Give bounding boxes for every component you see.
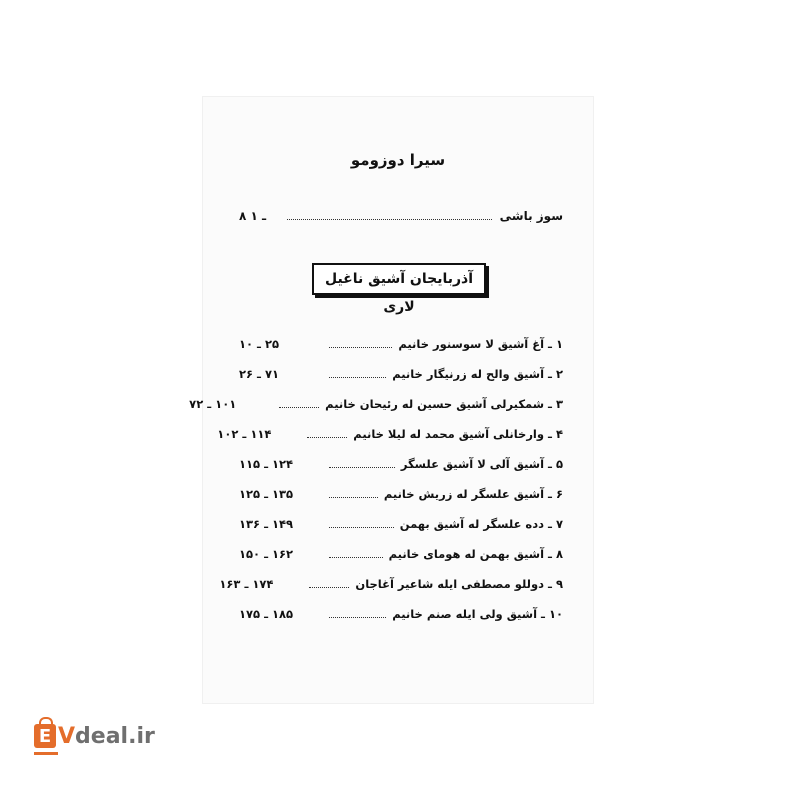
toc-row (239, 457, 563, 487)
watermark-brand (58, 724, 155, 749)
leader-dots (329, 339, 392, 348)
book-page (189, 97, 593, 703)
toc-row (239, 547, 563, 577)
toc-row (219, 577, 563, 607)
page-title: سیرا دوزومو (350, 151, 446, 169)
toc-pages: ۱۴۹ ـ ۱۳۶ (239, 517, 294, 531)
table-of-contents (189, 337, 563, 637)
toc-title: ۶ ـ آشیق علسگر له زریش خانیم (383, 487, 563, 501)
logo-underline (34, 752, 58, 755)
toc-title: ۷ ـ دده علسگر له آشیق بهمن (399, 517, 563, 531)
toc-row (217, 427, 563, 457)
toc-pages: ۱۲۴ ـ ۱۱۵ (239, 457, 294, 471)
toc-pages: ۱۳۵ ـ ۱۲۵ (239, 487, 294, 501)
intro-entry (239, 209, 563, 229)
toc-pages: ۱۷۴ ـ ۱۶۳ (219, 577, 274, 591)
toc-title: ۱۰ ـ آشیق ولی ایله صنم خانیم (392, 607, 563, 621)
toc-row (239, 517, 563, 547)
toc-title: ۴ ـ وارخانلی آشیق محمد له لیلا خانیم (353, 427, 563, 441)
brand-v: V (58, 724, 76, 749)
toc-row (239, 367, 563, 397)
leader-dots (329, 609, 386, 618)
toc-pages: ۱۰۱ ـ ۷۲ (189, 397, 237, 411)
toc-title: ۲ ـ آشیق والح له زرنیگار خانیم (392, 367, 563, 381)
leader-dots (329, 369, 386, 378)
intro-label: سوز باشی (499, 209, 563, 223)
brand-rest: deal.ir (75, 724, 155, 749)
logo-letter: E (38, 726, 52, 747)
toc-pages: ۷۱ ـ ۲۶ (239, 367, 280, 381)
leader-dots (329, 549, 383, 558)
toc-title: ۹ ـ دوللو مصطفی ایله شاعیر آغاجان (355, 577, 563, 591)
leader-dots (279, 399, 319, 408)
section-heading: آذربایجان آشیق ناغیل لاری (312, 263, 486, 295)
toc-title: ۵ ـ آشیق آلی لا آشیق علسگر (400, 457, 563, 471)
shopping-bag-icon (34, 724, 56, 748)
leader-dots (287, 210, 492, 220)
toc-title: ۸ ـ آشیق بهمن له هومای خانیم (388, 547, 563, 561)
toc-row (239, 487, 563, 517)
intro-pages: ۸ ـ ۱ (239, 209, 267, 223)
toc-row (189, 397, 563, 427)
toc-pages: ۱۱۴ ـ ۱۰۲ (217, 427, 272, 441)
leader-dots (329, 519, 394, 528)
leader-dots (309, 579, 349, 588)
toc-title: ۳ ـ شمکیرلی آشیق حسین له رئیحان خانیم (325, 397, 563, 411)
leader-dots (307, 429, 347, 438)
toc-pages: ۲۵ ـ ۱۰ (239, 337, 280, 351)
toc-pages: ۱۸۵ ـ ۱۷۵ (239, 607, 294, 621)
evdeal-watermark (24, 668, 194, 778)
toc-row (239, 337, 563, 367)
leader-dots (329, 459, 395, 468)
toc-title: ۱ ـ آغ آشیق لا سوسنور خانیم (398, 337, 563, 351)
leader-dots (329, 489, 378, 498)
toc-row (239, 607, 563, 637)
toc-pages: ۱۶۲ ـ ۱۵۰ (239, 547, 294, 561)
